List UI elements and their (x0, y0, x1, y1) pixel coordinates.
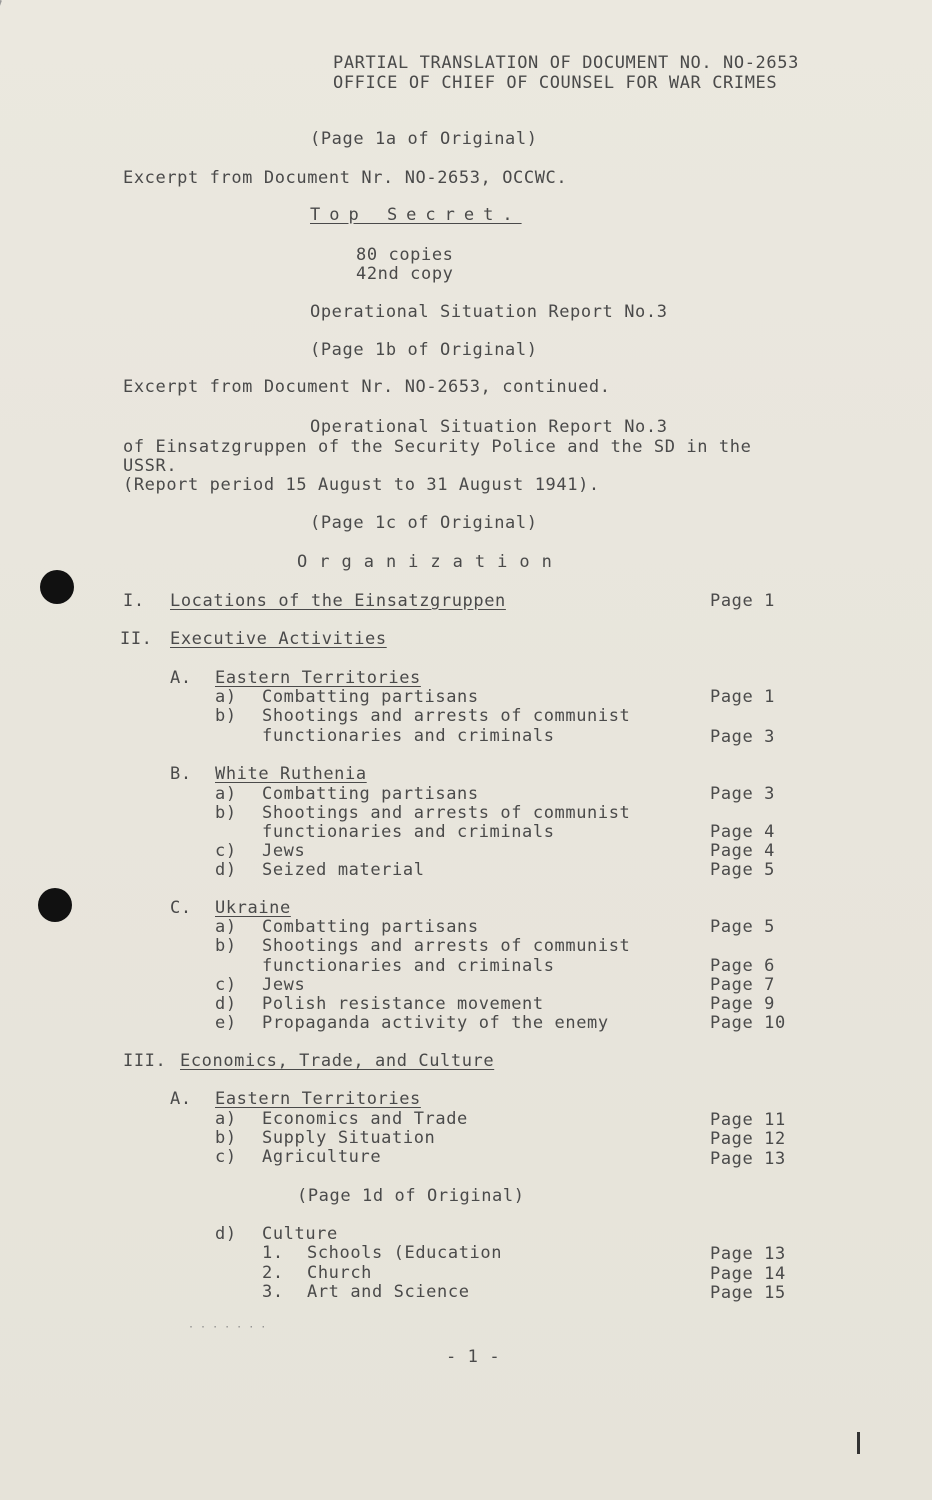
toc-3a-d-title: Culture (262, 1224, 338, 1244)
toc-3a-c-letter: c) (215, 1147, 237, 1167)
toc-section-3-number: III. (123, 1051, 167, 1071)
toc-2a-title: Eastern Territories (215, 668, 421, 688)
excerpt-line-2: Excerpt from Document Nr. NO-2653, continued. (123, 377, 611, 397)
page-1d-note: (Page 1d of Original) (297, 1186, 525, 1206)
report-title-1: Operational Situation Report No.3 (310, 302, 668, 322)
toc-section-2-title: Executive Activities (170, 629, 387, 649)
toc-2a-a-title: Combatting partisans (262, 687, 479, 707)
header-line-2: OFFICE OF CHIEF OF COUNSEL FOR WAR CRIMES (333, 73, 778, 93)
toc-2b-b-title-1: Shootings and arrests of communist (262, 803, 631, 823)
report-description-1: of Einsatzgruppen of the Security Police and the SD in the (123, 437, 752, 457)
toc-2c-letter: C. (170, 898, 192, 918)
toc-2c-c-page: Page 7 (710, 975, 776, 995)
toc-2a-b-letter: b) (215, 706, 237, 726)
toc-3a-a-letter: a) (215, 1109, 237, 1129)
toc-2c-c-letter: c) (215, 975, 237, 995)
toc-3a-d1-page: Page 13 (710, 1244, 786, 1264)
smudge-marks: · · · · · · · (188, 1322, 267, 1333)
toc-3a-b-page: Page 12 (710, 1129, 786, 1149)
toc-2c-a-title: Combatting partisans (262, 917, 479, 937)
toc-2b-title: White Ruthenia (215, 764, 367, 784)
toc-3a-c-title: Agriculture (262, 1147, 382, 1167)
toc-3a-c-page: Page 13 (710, 1149, 786, 1169)
report-period: (Report period 15 August to 31 August 1941). (123, 475, 600, 495)
toc-2c-b-title-1: Shootings and arrests of communist (262, 936, 631, 956)
toc-2c-b-letter: b) (215, 936, 237, 956)
punch-hole-bottom (38, 888, 72, 922)
toc-2c-d-letter: d) (215, 994, 237, 1014)
toc-3a-b-letter: b) (215, 1128, 237, 1148)
organization-heading: Organization (297, 552, 564, 572)
toc-3a-d2-page: Page 14 (710, 1264, 786, 1284)
toc-section-1-page: Page 1 (710, 591, 776, 611)
toc-3a-title: Eastern Territories (215, 1089, 421, 1109)
report-title-2: Operational Situation Report No.3 (310, 417, 668, 437)
margin-mark (857, 1432, 860, 1454)
toc-3a-a-title: Economics and Trade (262, 1109, 468, 1129)
toc-2b-a-page: Page 3 (710, 784, 776, 804)
toc-2b-a-letter: a) (215, 784, 237, 804)
toc-2c-c-title: Jews (262, 975, 306, 995)
toc-section-2-number: II. (120, 629, 153, 649)
top-secret-label: Top Secret. (310, 205, 522, 225)
toc-2a-b-title-1: Shootings and arrests of communist (262, 706, 631, 726)
page-fold-mark (0, 0, 2, 38)
toc-2b-c-page: Page 4 (710, 841, 776, 861)
toc-3a-d2-title: Church (307, 1263, 373, 1283)
header-line-1: PARTIAL TRANSLATION OF DOCUMENT NO. NO-2653 (333, 53, 799, 73)
toc-2c-b-page: Page 6 (710, 956, 776, 976)
toc-2b-b-page: Page 4 (710, 822, 776, 842)
toc-3a-d3-page: Page 15 (710, 1283, 786, 1303)
toc-2b-letter: B. (170, 764, 192, 784)
toc-3a-a-page: Page 11 (710, 1110, 786, 1130)
toc-2a-letter: A. (170, 668, 192, 688)
report-description-2: USSR. (123, 456, 178, 476)
toc-2b-a-title: Combatting partisans (262, 784, 479, 804)
toc-section-1-number: I. (123, 591, 145, 611)
page-number: - 1 - (446, 1347, 501, 1367)
toc-2a-a-page: Page 1 (710, 687, 776, 707)
toc-3a-d1-title: Schools (Education (307, 1243, 503, 1263)
toc-2c-e-page: Page 10 (710, 1013, 786, 1033)
toc-3a-letter: A. (170, 1089, 192, 1109)
toc-2a-b-title-2: functionaries and criminals (262, 726, 555, 746)
toc-2c-b-title-2: functionaries and criminals (262, 956, 555, 976)
toc-2a-a-letter: a) (215, 687, 237, 707)
page-1c-note: (Page 1c of Original) (310, 513, 538, 533)
toc-section-3-title: Economics, Trade, and Culture (180, 1051, 495, 1071)
copy-number: 42nd copy (356, 264, 454, 284)
toc-2b-c-letter: c) (215, 841, 237, 861)
toc-3a-d3-title: Art and Science (307, 1282, 470, 1302)
toc-3a-d-letter: d) (215, 1224, 237, 1244)
toc-2c-a-page: Page 5 (710, 917, 776, 937)
toc-2b-d-letter: d) (215, 860, 237, 880)
toc-2c-e-title: Propaganda activity of the enemy (262, 1013, 609, 1033)
toc-3a-d1-number: 1. (262, 1243, 284, 1263)
toc-section-1-title: Locations of the Einsatzgruppen (170, 591, 506, 611)
toc-2c-d-page: Page 9 (710, 994, 776, 1014)
page-1a-note: (Page 1a of Original) (310, 129, 538, 149)
toc-2c-d-title: Polish resistance movement (262, 994, 544, 1014)
toc-2c-e-letter: e) (215, 1013, 237, 1033)
toc-2b-d-title: Seized material (262, 860, 425, 880)
toc-2c-a-letter: a) (215, 917, 237, 937)
punch-hole-top (40, 570, 74, 604)
copies-count: 80 copies (356, 245, 454, 265)
toc-2c-title: Ukraine (215, 898, 291, 918)
page-1b-note: (Page 1b of Original) (310, 340, 538, 360)
toc-3a-d3-number: 3. (262, 1282, 284, 1302)
toc-2b-b-letter: b) (215, 803, 237, 823)
toc-2b-b-title-2: functionaries and criminals (262, 822, 555, 842)
toc-3a-d2-number: 2. (262, 1263, 284, 1283)
toc-2a-b-page: Page 3 (710, 727, 776, 747)
toc-3a-b-title: Supply Situation (262, 1128, 436, 1148)
excerpt-line-1: Excerpt from Document Nr. NO-2653, OCCWC. (123, 168, 568, 188)
toc-2b-c-title: Jews (262, 841, 306, 861)
toc-2b-d-page: Page 5 (710, 860, 776, 880)
